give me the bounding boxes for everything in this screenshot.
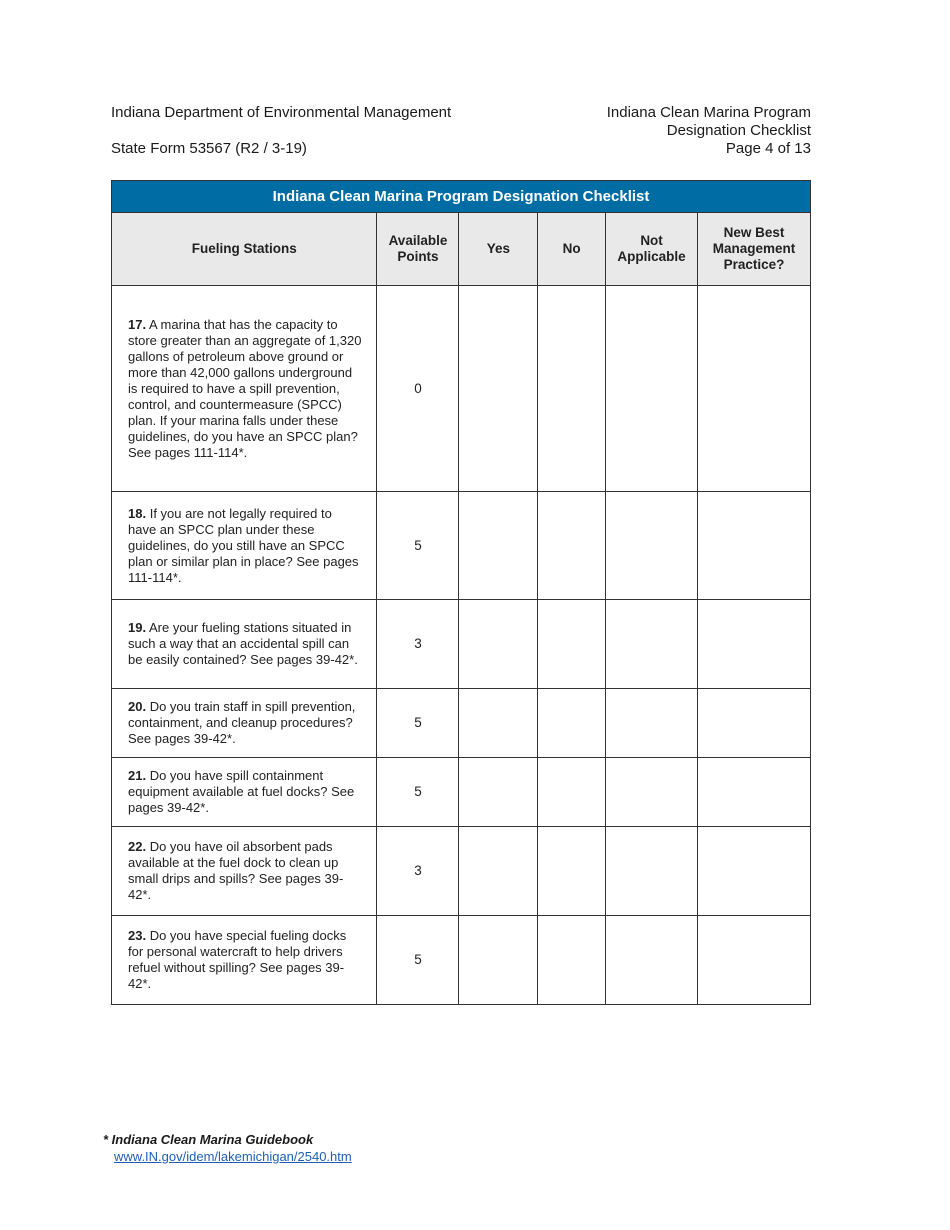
agency-name: Indiana Department of Environmental Management	[111, 104, 452, 121]
question-cell: 21. Do you have spill containment equipment available at fuel docks? See pages 39-42*.	[112, 758, 377, 827]
question-cell: 18. If you are not legally required to have an SPCC plan under these guidelines, do you still have an SPCC plan or similar plan in place? See pages 111-114*.	[112, 492, 377, 600]
new-bmp-cell[interactable]	[698, 916, 811, 1005]
page-number: Page 4 of 13	[725, 140, 811, 157]
no-cell[interactable]	[538, 689, 606, 758]
table-row	[112, 758, 811, 827]
col-new-bmp: New Best Management Practice?	[698, 213, 811, 286]
na-cell[interactable]	[606, 827, 698, 916]
table-title-row	[112, 181, 811, 213]
table-row	[112, 492, 811, 600]
na-cell[interactable]	[606, 689, 698, 758]
points-cell: 5	[377, 689, 459, 758]
yes-cell[interactable]	[459, 492, 538, 600]
question-cell: 20. Do you train staff in spill prevention, containment, and cleanup procedures? See pages 39-42*.	[112, 689, 377, 758]
table-row	[112, 916, 811, 1005]
points-cell: 3	[377, 600, 459, 689]
no-cell[interactable]	[538, 286, 606, 492]
yes-cell[interactable]	[459, 286, 538, 492]
points-cell: 5	[377, 916, 459, 1005]
column-header-row	[112, 213, 811, 286]
points-cell: 0	[377, 286, 459, 492]
no-cell[interactable]	[538, 758, 606, 827]
table-row	[112, 600, 811, 689]
no-cell[interactable]	[538, 916, 606, 1005]
table-title: Indiana Clean Marina Program Designation Checklist	[112, 181, 811, 213]
guidebook-title: * Indiana Clean Marina Guidebook	[103, 1132, 314, 1147]
yes-cell[interactable]	[459, 689, 538, 758]
footnote	[103, 1131, 352, 1165]
table-row	[112, 286, 811, 492]
new-bmp-cell[interactable]	[698, 600, 811, 689]
new-bmp-cell[interactable]	[698, 492, 811, 600]
question-cell: 23. Do you have special fueling docks for personal watercraft to help drivers refuel without spilling? See pages 39-42*.	[112, 916, 377, 1005]
na-cell[interactable]	[606, 758, 698, 827]
new-bmp-cell[interactable]	[698, 689, 811, 758]
na-cell[interactable]	[606, 600, 698, 689]
program-name: Indiana Clean Marina Program	[606, 104, 811, 121]
no-cell[interactable]	[538, 600, 606, 689]
points-cell: 5	[377, 758, 459, 827]
guidebook-link[interactable]: www.IN.gov/idem/lakemichigan/2540.htm	[114, 1149, 352, 1164]
col-yes: Yes	[459, 213, 538, 286]
col-no: No	[538, 213, 606, 286]
na-cell[interactable]	[606, 286, 698, 492]
points-cell: 3	[377, 827, 459, 916]
question-cell: 22. Do you have oil absorbent pads available at the fuel dock to clean up small drips and spills? See pages 39-42*.	[112, 827, 377, 916]
yes-cell[interactable]	[459, 600, 538, 689]
question-cell: 19. Are your fueling stations situated in such a way that an accidental spill can be easily contained? See pages 39-42*.	[112, 600, 377, 689]
table-row	[112, 689, 811, 758]
yes-cell[interactable]	[459, 827, 538, 916]
col-fueling-stations: Fueling Stations	[112, 213, 377, 286]
col-not-applicable: Not Applicable	[606, 213, 698, 286]
table-row	[112, 827, 811, 916]
new-bmp-cell[interactable]	[698, 758, 811, 827]
na-cell[interactable]	[606, 916, 698, 1005]
yes-cell[interactable]	[459, 916, 538, 1005]
na-cell[interactable]	[606, 492, 698, 600]
new-bmp-cell[interactable]	[698, 827, 811, 916]
new-bmp-cell[interactable]	[698, 286, 811, 492]
no-cell[interactable]	[538, 492, 606, 600]
col-available-points: Available Points	[377, 213, 459, 286]
document-name: Designation Checklist	[666, 122, 811, 139]
form-number: State Form 53567 (R2 / 3-19)	[111, 140, 307, 157]
checklist-table	[111, 180, 811, 1005]
yes-cell[interactable]	[459, 758, 538, 827]
header-left	[111, 104, 451, 158]
question-cell: 17. A marina that has the capacity to store greater than an aggregate of 1,320 gallons of petroleum above ground or more than 42,000 gallons underground is required to have a spill prevention, control, and countermeasure (SPCC) plan. If your marina falls under these guidelines, do you have an SPCC plan? See pages 111-114*.	[112, 286, 377, 492]
no-cell[interactable]	[538, 827, 606, 916]
points-cell: 5	[377, 492, 459, 600]
header-right	[607, 104, 811, 158]
